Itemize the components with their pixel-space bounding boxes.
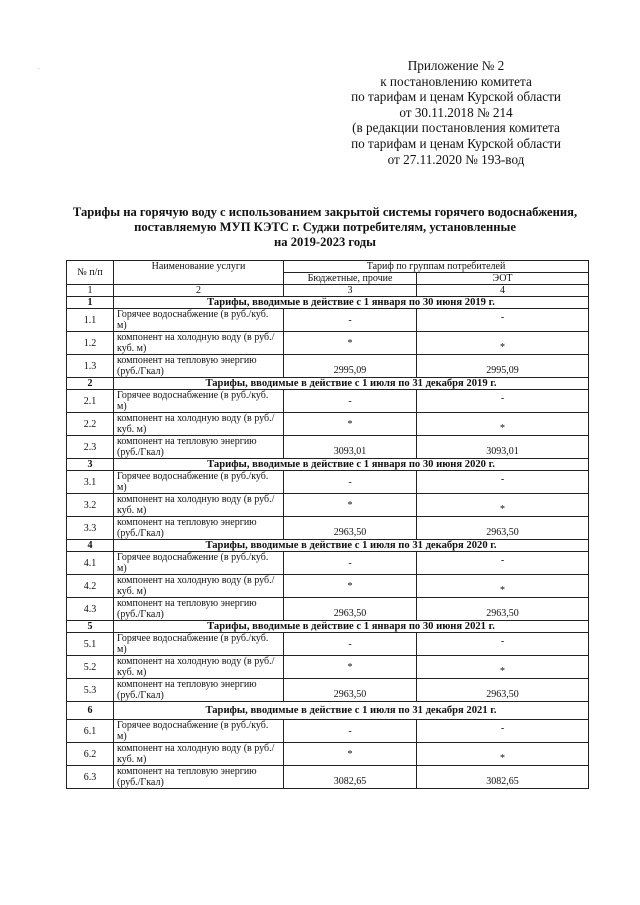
tariff-eot bbox=[417, 517, 589, 540]
row-number: 2.1 bbox=[67, 390, 114, 413]
tariff-eot bbox=[417, 471, 589, 494]
tariff-value: - bbox=[500, 635, 505, 647]
tariff-value: - bbox=[500, 392, 505, 404]
tariff-value: - bbox=[500, 722, 505, 734]
tariff-value: * bbox=[500, 423, 505, 434]
service-name: Горячее водоснабжение (в руб./куб. м) bbox=[114, 471, 284, 494]
tariff-budget-other bbox=[284, 517, 417, 540]
tariff-eot bbox=[417, 413, 589, 436]
period-title: Тарифы, вводимые в действие с 1 января по 30 июня 2021 г. bbox=[114, 621, 589, 633]
tariff-value: * bbox=[347, 661, 353, 673]
table-row bbox=[67, 517, 589, 540]
period-row bbox=[67, 378, 589, 390]
tariff-budget-other bbox=[284, 656, 417, 679]
tariff-budget-other bbox=[284, 743, 417, 766]
service-name: компонент на холодную воду (в руб./куб. м) bbox=[114, 575, 284, 598]
row-number: 1.3 bbox=[67, 355, 114, 378]
column-number: 2 bbox=[114, 285, 284, 297]
service-name: Горячее водоснабжение (в руб./куб. м) bbox=[114, 309, 284, 332]
row-number: 5.1 bbox=[67, 633, 114, 656]
row-number: 6.1 bbox=[67, 720, 114, 743]
header-budget-other: Бюджетные, прочие bbox=[284, 273, 417, 285]
tariff-table-body bbox=[67, 297, 589, 789]
row-number: 3.1 bbox=[67, 471, 114, 494]
tariff-value: * bbox=[347, 499, 353, 511]
service-name: компонент на тепловую энергию (руб./Гкал) bbox=[114, 766, 284, 789]
table-row bbox=[67, 743, 589, 766]
table-row bbox=[67, 494, 589, 517]
tariff-budget-other bbox=[284, 471, 417, 494]
tariff-eot bbox=[417, 766, 589, 789]
tariff-value: * bbox=[500, 342, 505, 353]
table-row bbox=[67, 436, 589, 459]
tariff-value: - bbox=[348, 725, 352, 737]
column-number: 3 bbox=[284, 285, 417, 297]
tariff-value: 2963,50 bbox=[486, 527, 519, 538]
row-number: 3.3 bbox=[67, 517, 114, 540]
row-number: 6.2 bbox=[67, 743, 114, 766]
tariff-eot bbox=[417, 575, 589, 598]
tariff-eot bbox=[417, 309, 589, 332]
service-name: Горячее водоснабжение (в руб./куб. м) bbox=[114, 390, 284, 413]
table-row bbox=[67, 552, 589, 575]
period-row bbox=[67, 459, 589, 471]
tariff-eot bbox=[417, 494, 589, 517]
appendix-line: Приложение № 2 bbox=[407, 58, 505, 73]
row-number: 4.2 bbox=[67, 575, 114, 598]
period-row bbox=[67, 621, 589, 633]
appendix-line: к постановлению комитета bbox=[380, 73, 532, 89]
tariff-eot bbox=[417, 720, 589, 743]
period-number: 2 bbox=[67, 378, 114, 390]
tariff-budget-other bbox=[284, 390, 417, 413]
row-number: 2.3 bbox=[67, 436, 114, 459]
tariff-eot bbox=[417, 656, 589, 679]
service-name: компонент на тепловую энергию (руб./Гкал) bbox=[114, 679, 284, 702]
tariff-value: - bbox=[500, 554, 505, 566]
tariff-budget-other bbox=[284, 598, 417, 621]
period-number: 6 bbox=[67, 702, 114, 720]
appendix-header bbox=[330, 58, 582, 167]
period-number: 1 bbox=[67, 297, 114, 309]
tariff-budget-other bbox=[284, 436, 417, 459]
tariff-eot bbox=[417, 679, 589, 702]
row-number: 5.3 bbox=[67, 679, 114, 702]
period-title: Тарифы, вводимые в действие с 1 июля по 31 декабря 2019 г. bbox=[114, 378, 589, 390]
appendix-line: по тарифам и ценам Курской области bbox=[351, 135, 561, 151]
tariff-value: 2963,50 bbox=[333, 527, 367, 538]
period-number: 4 bbox=[67, 540, 114, 552]
period-row bbox=[67, 702, 589, 720]
tariff-budget-other bbox=[284, 575, 417, 598]
document-title bbox=[70, 205, 580, 250]
service-name: компонент на холодную воду (в руб./куб. м) bbox=[114, 494, 284, 517]
period-title: Тарифы, вводимые в действие с 1 июля по 31 декабря 2021 г. bbox=[114, 702, 589, 720]
service-name: компонент на холодную воду (в руб./куб. м) bbox=[114, 743, 284, 766]
column-number: 4 bbox=[417, 285, 589, 297]
row-number: 2.2 bbox=[67, 413, 114, 436]
period-row bbox=[67, 297, 589, 309]
tariff-budget-other bbox=[284, 332, 417, 355]
header-eot: ЭОТ bbox=[417, 273, 589, 285]
table-row bbox=[67, 309, 589, 332]
table-row bbox=[67, 575, 589, 598]
tariff-value: 2963,50 bbox=[333, 608, 367, 619]
appendix-line: от 27.11.2020 № 193-вод bbox=[387, 151, 525, 167]
table-row bbox=[67, 413, 589, 436]
appendix-line: (в редакции постановления комитета bbox=[352, 120, 560, 136]
row-number: 6.3 bbox=[67, 766, 114, 789]
row-number: 1.1 bbox=[67, 309, 114, 332]
tariff-value: * bbox=[347, 748, 353, 760]
title-line: поставляемую МУП КЭТС г. Суджи потребителям, установленные bbox=[134, 220, 516, 234]
period-title: Тарифы, вводимые в действие с 1 июля по 31 декабря 2020 г. bbox=[114, 540, 589, 552]
service-name: компонент на тепловую энергию (руб./Гкал) bbox=[114, 517, 284, 540]
tariff-value: 2995,09 bbox=[486, 365, 519, 376]
table-row bbox=[67, 355, 589, 378]
tariff-value: - bbox=[348, 638, 352, 650]
table-row bbox=[67, 766, 589, 789]
tariff-value: - bbox=[348, 557, 352, 569]
tariff-eot bbox=[417, 743, 589, 766]
table-row bbox=[67, 332, 589, 355]
header-service-name: Наименование услуги bbox=[114, 261, 284, 285]
tariff-eot bbox=[417, 436, 589, 459]
service-name: компонент на тепловую энергию (руб./Гкал) bbox=[114, 436, 284, 459]
tariff-value: 3093,01 bbox=[486, 446, 519, 457]
service-name: компонент на холодную воду (в руб./куб. м) bbox=[114, 656, 284, 679]
tariff-value: - bbox=[500, 473, 505, 485]
tariff-value: - bbox=[348, 314, 352, 326]
service-name: компонент на тепловую энергию (руб./Гкал) bbox=[114, 598, 284, 621]
table-row bbox=[67, 656, 589, 679]
tariff-budget-other bbox=[284, 720, 417, 743]
tariff-value: * bbox=[500, 666, 505, 677]
tariff-value: * bbox=[347, 418, 353, 430]
table-row bbox=[67, 390, 589, 413]
tariff-budget-other bbox=[284, 309, 417, 332]
tariff-budget-other bbox=[284, 766, 417, 789]
row-number: 4.3 bbox=[67, 598, 114, 621]
tariff-eot bbox=[417, 332, 589, 355]
tariff-value: 2963,50 bbox=[333, 689, 367, 700]
tariff-value: - bbox=[348, 476, 352, 488]
table-row bbox=[67, 679, 589, 702]
appendix-line: по тарифам и ценам Курской области bbox=[351, 89, 561, 105]
table-row bbox=[67, 598, 589, 621]
period-title: Тарифы, вводимые в действие с 1 января по 30 июня 2019 г. bbox=[114, 297, 589, 309]
column-number: 1 bbox=[67, 285, 114, 297]
tariff-eot bbox=[417, 598, 589, 621]
period-row bbox=[67, 540, 589, 552]
tariff-value: 3093,01 bbox=[333, 446, 367, 457]
header-num: № п/п bbox=[67, 261, 114, 285]
tariff-value: 3082,65 bbox=[333, 776, 367, 787]
service-name: компонент на холодную воду (в руб./куб. м) bbox=[114, 413, 284, 436]
service-name: Горячее водоснабжение (в руб./куб. м) bbox=[114, 552, 284, 575]
row-number: 1.2 bbox=[67, 332, 114, 355]
title-line: Тарифы на горячую воду с использованием закрытой системы горячего водоснабжения, bbox=[72, 205, 578, 219]
tariff-value: * bbox=[500, 753, 505, 764]
tariff-budget-other bbox=[284, 413, 417, 436]
tariff-eot bbox=[417, 390, 589, 413]
row-number: 4.1 bbox=[67, 552, 114, 575]
table-row bbox=[67, 471, 589, 494]
table-row bbox=[67, 633, 589, 656]
row-number: 5.2 bbox=[67, 656, 114, 679]
period-title: Тарифы, вводимые в действие с 1 января по 30 июня 2020 г. bbox=[114, 459, 589, 471]
tariff-value: 2995,09 bbox=[333, 365, 367, 376]
tariff-budget-other bbox=[284, 552, 417, 575]
tariff-table bbox=[66, 260, 589, 789]
title-line: на 2019-2023 годы bbox=[274, 235, 376, 249]
tariff-value: * bbox=[500, 585, 505, 596]
period-number: 5 bbox=[67, 621, 114, 633]
tariff-budget-other bbox=[284, 494, 417, 517]
tariff-budget-other bbox=[284, 633, 417, 656]
tariff-value: * bbox=[347, 580, 353, 592]
period-number: 3 bbox=[67, 459, 114, 471]
tariff-budget-other bbox=[284, 679, 417, 702]
table-row bbox=[67, 720, 589, 743]
service-name: Горячее водоснабжение (в руб./куб. м) bbox=[114, 720, 284, 743]
header-tariff-group: Тариф по группам потребителей bbox=[284, 261, 589, 273]
tariff-value: * bbox=[347, 337, 353, 349]
tariff-value: - bbox=[348, 395, 352, 407]
tariff-eot bbox=[417, 633, 589, 656]
tariff-value: * bbox=[500, 504, 505, 515]
service-name: компонент на тепловую энергию (руб./Гкал) bbox=[114, 355, 284, 378]
tariff-value: 2963,50 bbox=[486, 608, 519, 619]
scan-mark: . bbox=[38, 63, 40, 71]
tariff-eot bbox=[417, 355, 589, 378]
service-name: компонент на холодную воду (в руб./куб. м) bbox=[114, 332, 284, 355]
tariff-eot bbox=[417, 552, 589, 575]
service-name: Горячее водоснабжение (в руб./куб. м) bbox=[114, 633, 284, 656]
tariff-value: 2963,50 bbox=[486, 689, 519, 700]
tariff-value: 3082,65 bbox=[486, 776, 519, 787]
appendix-line: от 30.11.2018 № 214 bbox=[399, 104, 513, 120]
tariff-value: - bbox=[500, 311, 505, 323]
tariff-budget-other bbox=[284, 355, 417, 378]
row-number: 3.2 bbox=[67, 494, 114, 517]
